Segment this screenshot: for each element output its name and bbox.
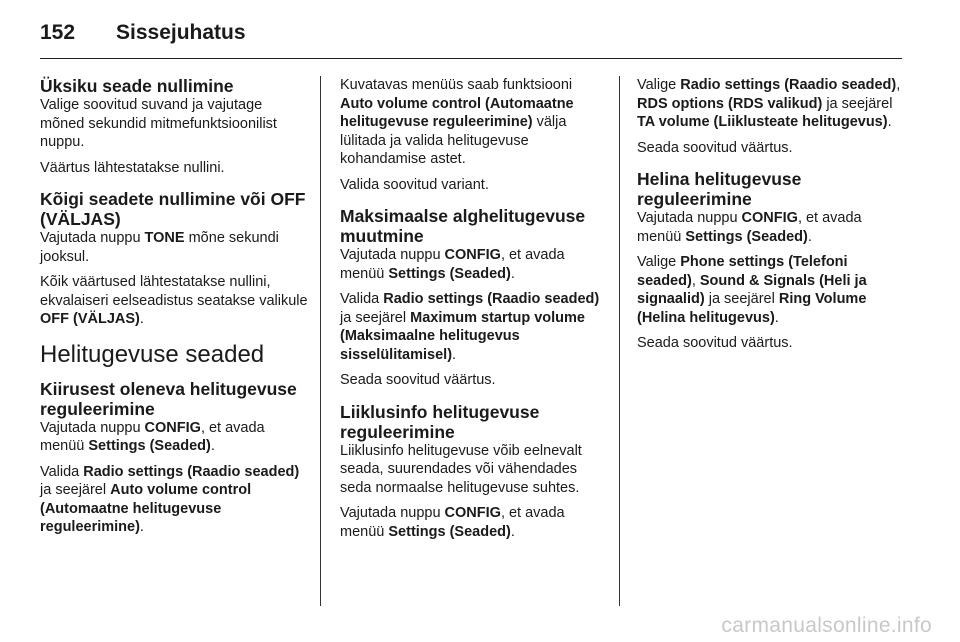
column-1 [40,76,308,544]
heading-volume-settings: Helitugevuse seaded [40,340,265,368]
section-title: Sissejuhatus [116,21,246,44]
paragraph: Valige soovitud suvand ja vajutage mõned sekundid mitmefunktsioonilist nuppu. [40,97,277,150]
paragraph: Valige Radio settings (Raadio seaded), RDS options (RDS valikud) ja seejärel TA volume (Liiklusteate helitugevus). [637,77,901,130]
paragraph: Seada soovitud väärtus. [340,372,496,388]
page-header [40,16,246,50]
paragraph: Seada soovitud väärtus. [637,335,793,351]
paragraph: Väärtus lähtestatakse nullini. [40,159,225,176]
watermark: carmanualsonline.info [721,614,932,637]
heading-reset-all: Kõigi seadete nullimine või OFF (VÄLJAS) [40,189,306,229]
heading-ring-volume: Helina helitugevuse reguleerimine [637,169,802,209]
column-divider [320,76,321,606]
paragraph: Vajutada nuppu CONFIG, et avada menüü Settings (Seaded). [340,247,565,282]
paragraph: Valige Phone settings (Telefoni seaded), Sound & Signals (Heli ja signaalid) ja seejärel Ring Volume (Helina helitugevus). [637,254,867,326]
paragraph: Kõik väärtused lähtestatakse nullini, ekvalaiseri eelseadistus seatakse valikule OFF (VÄLJAS). [40,274,308,327]
paragraph: Valida Radio settings (Raadio seaded) ja seejärel Maximum startup volume (Maksimaalne helitugevus sisselülitamisel). [340,291,600,363]
header-rule [40,58,902,59]
heading-max-startup-volume: Maksimaalse alghelitugevuse muutmine [340,206,586,246]
paragraph: Valida soovitud variant. [340,176,489,193]
heading-reset-single: Üksiku seade nullimine [40,76,234,96]
paragraph: Vajutada nuppu CONFIG, et avada menüü Settings (Seaded). [637,210,862,245]
paragraph: Vajutada nuppu CONFIG, et avada menüü Settings (Seaded). [340,505,565,540]
page-number: 152 [40,21,76,44]
column-3 [637,76,905,360]
paragraph: Kuvatavas menüüs saab funktsiooni Auto volume control (Automaatne helitugevuse reguleerimine) välja lülitada ja valida helitugevuse kohandamise astet. [340,77,574,167]
paragraph: Vajutada nuppu TONE mõne sekundi jooksul. [40,230,279,265]
paragraph: Seada soovitud väärtus. [637,139,793,156]
paragraph: Vajutada nuppu CONFIG, et avada menüü Settings (Seaded). [40,419,265,454]
paragraph: Liiklusinfo helitugevuse võib eelnevalt seada, suurendades või vähendades seda normaalse helitugevuse suhtes. [340,442,582,496]
paragraph: Valida Radio settings (Raadio seaded) ja seejärel Auto volume control (Automaatne helitugevuse reguleerimine). [40,463,300,535]
column-2 [340,76,608,548]
column-divider [619,76,620,606]
heading-speed-volume: Kiirusest oleneva helitugevuse reguleerimine [40,378,297,419]
heading-traffic-volume: Liiklusinfo helitugevuse reguleerimine [340,401,540,442]
